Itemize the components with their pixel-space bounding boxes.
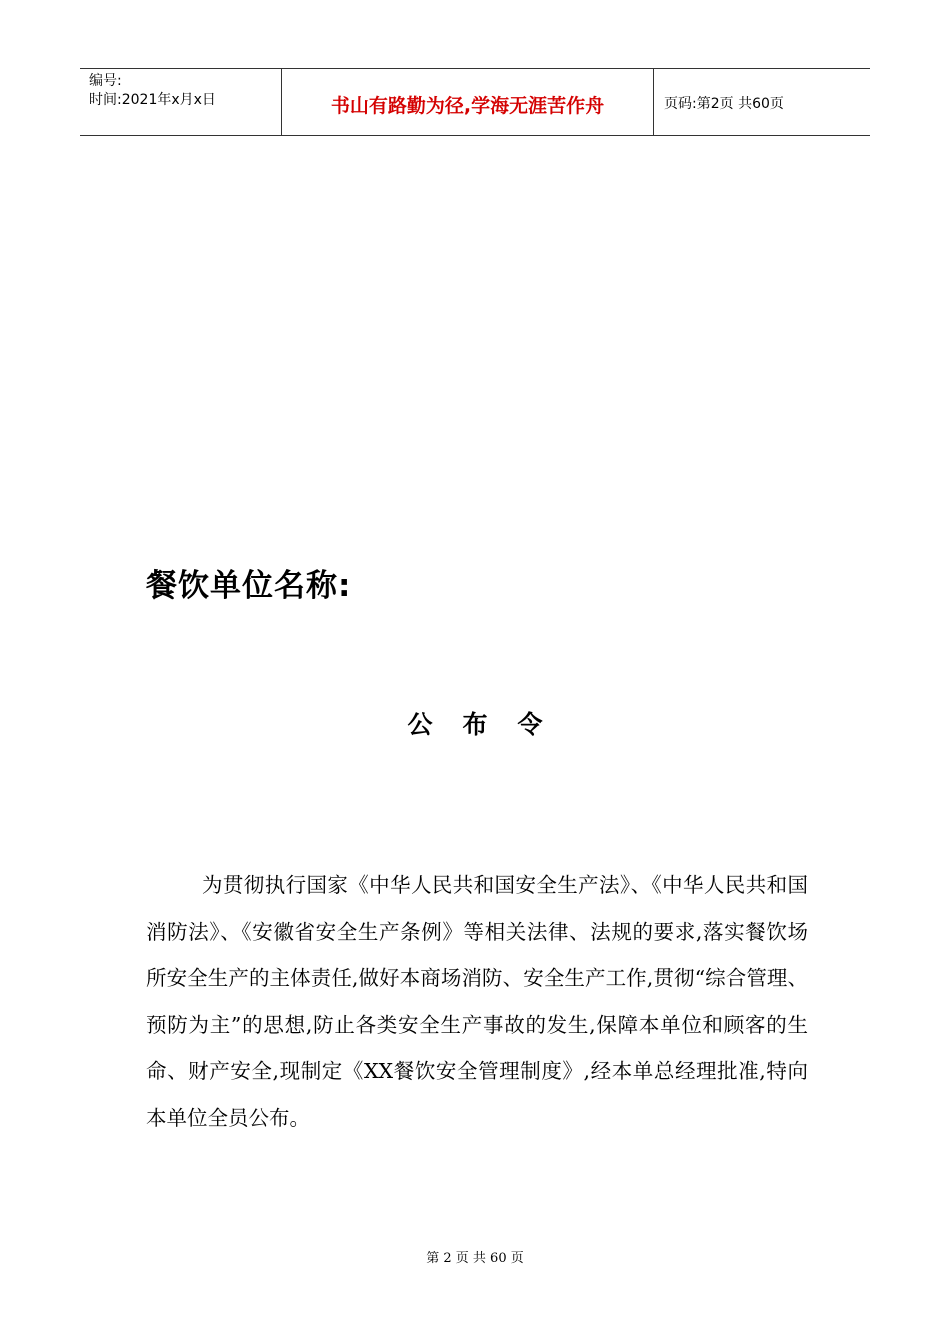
header-motto: 书山有路勤为径,学海无涯苦作舟 [282, 69, 654, 135]
document-title [0, 705, 950, 741]
header-page-info: 页码:第2页 共60页 [664, 96, 784, 112]
title-char: 布 [462, 710, 488, 739]
document-time-label: 时间:2021年x月x日 [89, 92, 216, 108]
title-char: 令 [517, 710, 543, 739]
header-meta [80, 69, 282, 135]
unit-name-label: 餐饮单位名称: [146, 568, 352, 604]
page-header [80, 68, 870, 136]
page-footer: 第 2 页 共 60 页 [426, 1251, 524, 1266]
document-number-label: 编号: [89, 73, 122, 89]
title-char: 公 [407, 710, 433, 739]
body-paragraph: 为贯彻执行国家《中华人民共和国安全生产法》、《中华人民共和国消防法》、《安徽省安全生产条例》等相关法律、法规的要求,落实餐饮场所安全生产的主体责任,做好本商场消防、安全生产工作,贯彻“综合管理、预防为主”的思想,防止各类安全生产事故的发生,保障本单位和顾客的生命、财产安全,现制定《XX餐饮安全管理制度》,经本单总经理批准,特向本单位全员公布。 [146, 873, 808, 1130]
